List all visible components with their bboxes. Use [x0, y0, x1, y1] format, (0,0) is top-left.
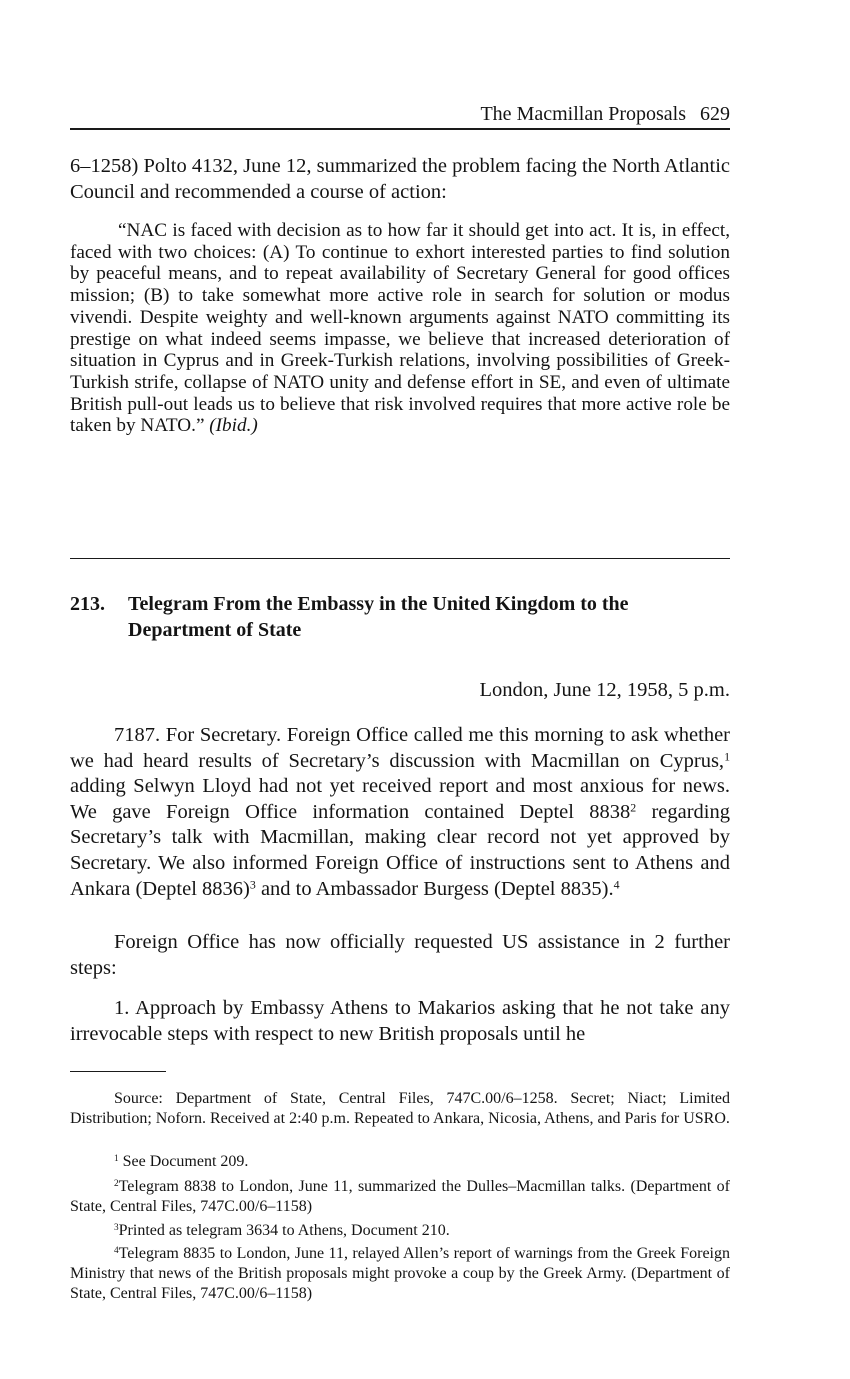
- body-paragraph-2: Foreign Office has now officially requested US assistance in 2 further steps:: [70, 931, 730, 979]
- body-p1-text-4: and to Ambassador Burgess (Deptel 8835).: [255, 877, 614, 900]
- header-rule: [70, 128, 730, 130]
- document-title: Telegram From the Embassy in the United Kingdom to the Department of State: [128, 593, 629, 641]
- footnote-3-mark: 3: [114, 1222, 119, 1233]
- body-p1-text-1: 7187. For Secretary. Foreign Office called me this morning to ask whether we had heard results of Secretary’s discussion with Macmillan on Cyprus,: [70, 724, 730, 772]
- body-p1-text-3: regarding Secretary’s talk with Macmillan, making clear record not yet approved by Secretary. We also informed Foreign Office of instructions sent to Athens and Ankara (Deptel 8836): [70, 800, 731, 900]
- footnote-1-mark: 1: [114, 1153, 119, 1164]
- dateline: London, June 12, 1958, 5 p.m.: [479, 679, 730, 701]
- document-number: 213.: [70, 593, 105, 615]
- footnote-ref-1: 1: [724, 749, 730, 764]
- footnote-3: [70, 1221, 730, 1241]
- footnote-1-text: See Document 209.: [118, 1153, 249, 1170]
- footnote-2: [70, 1177, 730, 1217]
- quote-text: “NAC is faced with decision as to how far it should get into act. It is, in effect, faced with two choices: (A) To continue to exhort interested parties to find solution by peaceful means, and to repeat availability of Secretary General for good offices mission; (B) to take somewhat more active role in search for solution or modus vivendi. Despite weighty and well-known arguments against NATO committing its prestige on what indeed seems impasse, we believe that increased deterioration of situation in Cyprus and in Greek-Turkish relations, involving possibilities of Greek-Turkish strife, collapse of NATO unity and defense effort in SE, and even of ultimate British pull-out leads us to believe that risk involved requires that more active role be taken by NATO.”: [70, 220, 730, 437]
- body-p1-text-2: adding Selwyn Lloyd had not yet received report and most anxious for news. We gave Foreign Office information contained Deptel 8838: [70, 775, 730, 823]
- footnote-ref-4: 4: [613, 877, 620, 892]
- body-paragraph-3: 1. Approach by Embassy Athens to Makarios asking that he not take any irrevocable steps with respect to new British proposals until he: [70, 997, 730, 1045]
- source-note: Source: Department of State, Central Files, 747C.00/6–1258. Secret; Niact; Limited Distribution; Noforn. Received at 2:40 p.m. Repeated to Ankara, Nicosia, Athens, and Paris for USRO.: [70, 1090, 730, 1127]
- footnote-ref-2: 2: [630, 800, 637, 815]
- footnote-4-mark: 4: [114, 1245, 119, 1256]
- quote-citation: (Ibid.): [209, 415, 258, 437]
- footnote-3-text: Printed as telegram 3634 to Athens, Document 210.: [118, 1222, 450, 1239]
- footnote-rule: [70, 1071, 166, 1072]
- footnote-4: [70, 1244, 730, 1304]
- section-divider: [70, 558, 730, 559]
- quoted-telegram: [70, 220, 730, 437]
- intro-paragraph: 6–1258) Polto 4132, June 12, summarized the problem facing the North Atlantic Council and recommended a course of action:: [70, 155, 730, 203]
- footnote-1: [70, 1152, 730, 1172]
- footnote-ref-3: 3: [249, 877, 256, 892]
- footnote-2-text: Telegram 8838 to London, June 11, summarized the Dulles–Macmillan talks. (Department of State, Central Files, 747C.00/6–1158): [70, 1178, 730, 1215]
- running-head: [70, 100, 730, 128]
- body-paragraph-1: [70, 723, 730, 902]
- running-head-title: The Macmillan Proposals: [480, 103, 686, 125]
- page-number: 629: [700, 103, 730, 125]
- document-heading: [70, 591, 730, 643]
- footnote-2-mark: 2: [114, 1178, 119, 1189]
- footnote-4-text: Telegram 8835 to London, June 11, relayed Allen’s report of warnings from the Greek Foreign Ministry that news of the British proposals might provoke a coup by the Greek Army. (Department of State, Central Files, 747C.00/6–1158): [70, 1245, 730, 1302]
